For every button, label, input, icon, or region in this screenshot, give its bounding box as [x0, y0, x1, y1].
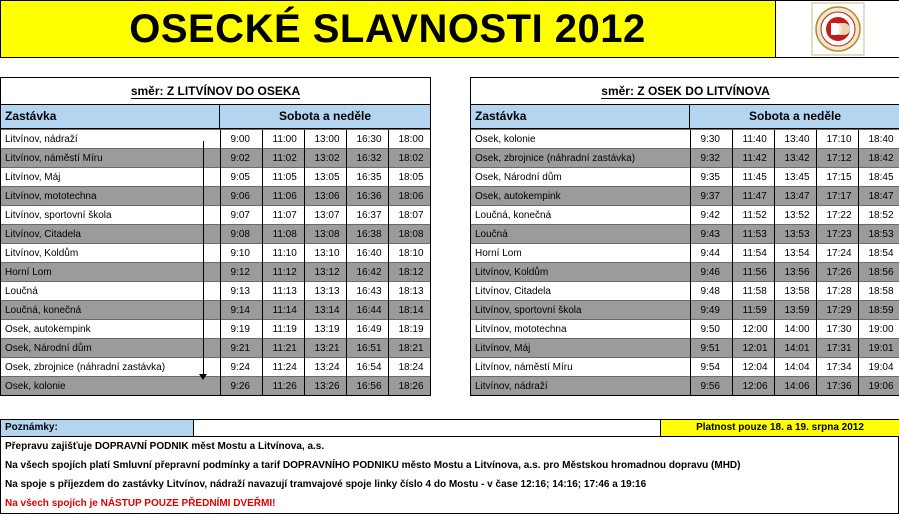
direction-arrow-cell: [655, 130, 690, 149]
departure-time: 18:08: [388, 225, 430, 244]
stop-name: Horní Lom: [471, 244, 655, 263]
departure-time: 16:36: [346, 187, 388, 206]
column-header-stop: Zastávka: [5, 109, 57, 123]
departure-time: 17:22: [816, 206, 858, 225]
departure-time: 9:06: [220, 187, 262, 206]
departure-time: 9:21: [220, 339, 262, 358]
departure-time: 14:06: [774, 377, 816, 396]
departure-time: 16:37: [346, 206, 388, 225]
departure-time: 16:42: [346, 263, 388, 282]
stop-name: Litvínov, náměstí Míru: [471, 358, 655, 377]
table-row: [471, 282, 899, 301]
arrow-head-icon: [199, 374, 207, 380]
departure-time: 11:05: [262, 168, 304, 187]
table-row: [471, 225, 899, 244]
departure-time: 9:46: [690, 263, 732, 282]
departure-time: 19:00: [858, 320, 899, 339]
stop-name: Osek, zbrojnice (náhradní zastávka): [471, 149, 655, 168]
table-row: [1, 244, 430, 263]
stop-name: Osek, autokempink: [471, 187, 655, 206]
table-row: [1, 377, 430, 396]
departure-time: 19:06: [858, 377, 899, 396]
table-row: [1, 320, 430, 339]
stop-name: Osek, kolonie: [1, 377, 185, 396]
departure-time: 11:54: [732, 244, 774, 263]
departure-time: 16:30: [346, 130, 388, 149]
departure-time: 18:58: [858, 282, 899, 301]
stop-name: Loučná: [1, 282, 185, 301]
departure-time: 12:04: [732, 358, 774, 377]
table-row: [1, 339, 430, 358]
departure-time: 11:10: [262, 244, 304, 263]
departure-time: 9:37: [690, 187, 732, 206]
departure-time: 9:13: [220, 282, 262, 301]
direction-arrow-cell: [655, 225, 690, 244]
stop-name: Loučná, konečná: [1, 301, 185, 320]
departure-time: 17:30: [816, 320, 858, 339]
direction-title: směr: Z OSEK DO LITVÍNOVA: [601, 84, 770, 98]
departure-time: 13:45: [774, 168, 816, 187]
stop-name: Loučná, konečná: [471, 206, 655, 225]
column-header-days: Sobota a neděle: [219, 105, 430, 128]
departure-time: 16:56: [346, 377, 388, 396]
departure-time: 13:08: [304, 225, 346, 244]
departure-time: 9:42: [690, 206, 732, 225]
departure-time: 13:14: [304, 301, 346, 320]
departure-time: 12:00: [732, 320, 774, 339]
departure-time: 17:28: [816, 282, 858, 301]
departure-time: 9:24: [220, 358, 262, 377]
departure-time: 13:52: [774, 206, 816, 225]
table-row: [1, 263, 430, 282]
direction-arrow-cell: [655, 187, 690, 206]
table-row: [1, 282, 430, 301]
departure-time: 13:21: [304, 339, 346, 358]
table-row: [1, 225, 430, 244]
departure-time: 13:06: [304, 187, 346, 206]
departure-time: 18:59: [858, 301, 899, 320]
table-row: [471, 130, 899, 149]
note-boarding-warning: Na všech spojích je NÁSTUP POUZE PŘEDNÍMI DVEŘMI!: [5, 498, 276, 509]
table-row: [1, 206, 430, 225]
direction-arrow-icon: [203, 141, 204, 375]
departure-time: 9:30: [690, 130, 732, 149]
direction-arrow-cell: [655, 168, 690, 187]
departure-time: 17:29: [816, 301, 858, 320]
departure-time: 11:00: [262, 130, 304, 149]
departure-time: 14:04: [774, 358, 816, 377]
departure-time: 11:45: [732, 168, 774, 187]
direction-arrow-cell: [655, 244, 690, 263]
departure-time: 13:00: [304, 130, 346, 149]
departure-time: 19:01: [858, 339, 899, 358]
note-operator: Přepravu zajišťuje DOPRAVNÍ PODNIK měst Mostu a Litvínova, a.s.: [5, 441, 325, 452]
departure-time: 16:51: [346, 339, 388, 358]
departure-time: 9:07: [220, 206, 262, 225]
table-row: [471, 377, 899, 396]
departure-time: 11:47: [732, 187, 774, 206]
departure-time: 18:53: [858, 225, 899, 244]
departure-time: 17:12: [816, 149, 858, 168]
departure-time: 19:04: [858, 358, 899, 377]
departure-time: 13:42: [774, 149, 816, 168]
table-row: [471, 168, 899, 187]
departure-time: 16:32: [346, 149, 388, 168]
departure-time: 13:56: [774, 263, 816, 282]
departure-time: 13:10: [304, 244, 346, 263]
departure-time: 18:54: [858, 244, 899, 263]
departure-time: 17:10: [816, 130, 858, 149]
stop-name: Litvínov, Citadela: [471, 282, 655, 301]
table-header: [471, 104, 899, 129]
departure-time: 16:54: [346, 358, 388, 377]
departure-time: 18:21: [388, 339, 430, 358]
departure-time: 13:58: [774, 282, 816, 301]
direction-title: směr: Z LITVÍNOV DO OSEKA: [130, 84, 301, 98]
departure-time: 16:35: [346, 168, 388, 187]
stop-name: Litvínov, nádraží: [471, 377, 655, 396]
departure-time: 9:00: [220, 130, 262, 149]
departure-time: 11:52: [732, 206, 774, 225]
stop-name: Litvínov, sportovní škola: [1, 206, 185, 225]
departure-time: 11:26: [262, 377, 304, 396]
departure-time: 9:44: [690, 244, 732, 263]
departure-time: 16:40: [346, 244, 388, 263]
stop-name: Litvínov, Citadela: [1, 225, 185, 244]
departure-time: 9:10: [220, 244, 262, 263]
departure-time: 18:12: [388, 263, 430, 282]
departure-time: 12:01: [732, 339, 774, 358]
direction-arrow-cell: [655, 206, 690, 225]
departure-time: 17:15: [816, 168, 858, 187]
departure-time: 13:05: [304, 168, 346, 187]
table-header: [1, 104, 430, 129]
timetable: [1, 129, 430, 395]
departure-time: 11:21: [262, 339, 304, 358]
page-title: OSECKÉ SLAVNOSTI 2012: [129, 7, 646, 51]
direction-arrow-cell: [655, 339, 690, 358]
departure-time: 11:06: [262, 187, 304, 206]
departure-time: 13:47: [774, 187, 816, 206]
departure-time: 11:58: [732, 282, 774, 301]
departure-time: 18:05: [388, 168, 430, 187]
departure-time: 18:14: [388, 301, 430, 320]
table-row: [1, 149, 430, 168]
stop-name: Horní Lom: [1, 263, 185, 282]
notes-section: [0, 419, 899, 514]
stop-name: Litvínov, Koldům: [1, 244, 185, 263]
departure-time: 16:43: [346, 282, 388, 301]
stop-name: Osek, Národní dům: [471, 168, 655, 187]
departure-time: 9:49: [690, 301, 732, 320]
table-row: [1, 301, 430, 320]
departure-time: 18:52: [858, 206, 899, 225]
departure-time: 13:02: [304, 149, 346, 168]
departure-time: 9:50: [690, 320, 732, 339]
stop-name: Loučná: [471, 225, 655, 244]
departure-time: 16:49: [346, 320, 388, 339]
departure-time: 14:01: [774, 339, 816, 358]
table-row: [471, 358, 899, 377]
table-row: [1, 358, 430, 377]
departure-time: 18:02: [388, 149, 430, 168]
stop-name: Osek, zbrojnice (náhradní zastávka): [1, 358, 185, 377]
table-row: [471, 206, 899, 225]
departure-time: 18:40: [858, 130, 899, 149]
departure-time: 18:45: [858, 168, 899, 187]
departure-time: 14:00: [774, 320, 816, 339]
departure-time: 9:51: [690, 339, 732, 358]
stop-name: Litvínov, náměstí Míru: [1, 149, 185, 168]
table-row: [471, 339, 899, 358]
departure-time: 11:40: [732, 130, 774, 149]
departure-time: 9:43: [690, 225, 732, 244]
departure-time: 17:17: [816, 187, 858, 206]
company-logo: [775, 1, 899, 57]
departure-time: 9:14: [220, 301, 262, 320]
departure-time: 11:07: [262, 206, 304, 225]
departure-time: 9:26: [220, 377, 262, 396]
departure-time: 13:12: [304, 263, 346, 282]
departure-time: 11:19: [262, 320, 304, 339]
departure-time: 11:02: [262, 149, 304, 168]
departure-time: 18:13: [388, 282, 430, 301]
table-row: [1, 168, 430, 187]
departure-time: 11:12: [262, 263, 304, 282]
departure-time: 12:06: [732, 377, 774, 396]
departure-time: 9:02: [220, 149, 262, 168]
notes-label: Poznámky:: [1, 420, 194, 436]
table-row: [471, 149, 899, 168]
direction-arrow-cell: [655, 263, 690, 282]
departure-time: 9:12: [220, 263, 262, 282]
departure-time: 18:07: [388, 206, 430, 225]
stop-name: Litvínov, Koldům: [471, 263, 655, 282]
stop-name: Litvínov, mototechna: [1, 187, 185, 206]
timetable: [471, 129, 899, 395]
departure-time: 17:23: [816, 225, 858, 244]
departure-time: 13:26: [304, 377, 346, 396]
logo-emblem-icon: [776, 1, 899, 57]
departure-time: 9:48: [690, 282, 732, 301]
departure-time: 16:38: [346, 225, 388, 244]
table-row: [471, 187, 899, 206]
table-row: [1, 187, 430, 206]
departure-time: 13:24: [304, 358, 346, 377]
departure-time: 13:19: [304, 320, 346, 339]
stop-name: Osek, kolonie: [471, 130, 655, 149]
departure-time: 9:35: [690, 168, 732, 187]
departure-time: 9:19: [220, 320, 262, 339]
stop-name: Osek, autokempink: [1, 320, 185, 339]
table-row: [471, 244, 899, 263]
direction-arrow-cell: [655, 301, 690, 320]
departure-time: 11:53: [732, 225, 774, 244]
departure-time: 18:10: [388, 244, 430, 263]
timetable-litvinov-to-osek: [0, 77, 431, 396]
table-row: [1, 130, 430, 149]
departure-time: 18:24: [388, 358, 430, 377]
stop-name: Osek, Národní dům: [1, 339, 185, 358]
departure-time: 18:06: [388, 187, 430, 206]
table-row: [471, 320, 899, 339]
departure-time: 17:34: [816, 358, 858, 377]
departure-time: 17:24: [816, 244, 858, 263]
departure-time: 18:19: [388, 320, 430, 339]
direction-arrow-cell: [655, 282, 690, 301]
departure-time: 13:53: [774, 225, 816, 244]
direction-arrow-cell: [655, 149, 690, 168]
departure-time: 11:56: [732, 263, 774, 282]
departure-time: 11:24: [262, 358, 304, 377]
departure-time: 13:40: [774, 130, 816, 149]
departure-time: 13:59: [774, 301, 816, 320]
departure-time: 9:05: [220, 168, 262, 187]
column-header-stop: Zastávka: [475, 109, 527, 123]
column-header-days: Sobota a neděle: [689, 105, 899, 128]
departure-time: 9:54: [690, 358, 732, 377]
departure-time: 13:07: [304, 206, 346, 225]
stop-name: Litvínov, sportovní škola: [471, 301, 655, 320]
departure-time: 18:47: [858, 187, 899, 206]
departure-time: 18:26: [388, 377, 430, 396]
departure-time: 17:31: [816, 339, 858, 358]
departure-time: 18:00: [388, 130, 430, 149]
stop-name: Litvínov, Máj: [1, 168, 185, 187]
table-row: [471, 263, 899, 282]
departure-time: 16:44: [346, 301, 388, 320]
header-banner: [0, 0, 899, 58]
departure-time: 13:13: [304, 282, 346, 301]
direction-arrow-cell: [655, 377, 690, 396]
departure-time: 17:26: [816, 263, 858, 282]
departure-time: 9:32: [690, 149, 732, 168]
departure-time: 11:08: [262, 225, 304, 244]
direction-arrow-cell: [655, 320, 690, 339]
note-tariff: Na všech spojích platí Smluvní přepravní podmínky a tarif DOPRAVNÍHO PODNIKU město Mostu a Litvínova, a.s. pro Městskou hromadnou dopravu (MHD): [5, 460, 741, 471]
departure-time: 9:08: [220, 225, 262, 244]
departure-time: 17:36: [816, 377, 858, 396]
direction-arrow-cell: [655, 358, 690, 377]
table-row: [471, 301, 899, 320]
timetable-osek-to-litvinov: [470, 77, 899, 396]
departure-time: 11:14: [262, 301, 304, 320]
notes-header: [1, 420, 898, 437]
departure-time: 9:56: [690, 377, 732, 396]
stop-name: Litvínov, mototechna: [471, 320, 655, 339]
departure-time: 11:13: [262, 282, 304, 301]
departure-time: 18:42: [858, 149, 899, 168]
validity-badge: Platnost pouze 18. a 19. srpna 2012: [660, 420, 899, 436]
stop-name: Litvínov, Máj: [471, 339, 655, 358]
note-tram-connection: Na spoje s příjezdem do zastávky Litvínov, nádraží navazují tramvajové spoje linky číslo 4 do Mostu - v čase 12:16; 14:16; 17:46 a 19:16: [5, 479, 647, 490]
departure-time: 11:59: [732, 301, 774, 320]
departure-time: 11:42: [732, 149, 774, 168]
departure-time: 18:56: [858, 263, 899, 282]
stop-name: Litvínov, nádraží: [1, 130, 185, 149]
departure-time: 13:54: [774, 244, 816, 263]
